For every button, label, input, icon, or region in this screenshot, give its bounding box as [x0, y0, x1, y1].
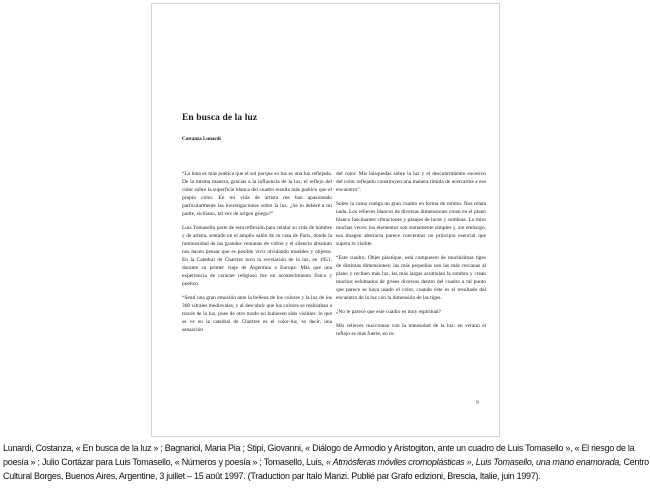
paragraph: Mis relieves reaccionan con la intensidad de la luz: en verano el reflejo es más fuerte, en in- — [336, 322, 486, 337]
citation-text: Lunardi, Costanza, « En busca de la luz » ; Bagnariol, Maria Pia ; Stipi, Giovanni, « Diálogo de Armodio y Aristogiton, ante un cuadro de Luis Tomasello », « El riesgo de la poesía » ; Julio Cortázar para Luis Tomasello, « Números y poesía » ; Tomasello, Luis, — [3, 443, 635, 468]
paragraph: Luis Tomasello parte de esta reflexión para relatar su vida de hombre y de artista, sentado en el amplio salón de su casa de Paris, donde la luminosidad de las grandes ventanas de vidrio y el silencio absoluto nos hacen pensar que es posible vivir olvidando muebles y objetos. En la Catedral de Chartres tuvo la revelación de la luz, en 1951, durante su primer viaje de Argentina a Europa. Más que una experiencia de carácter religioso fue un acontecimiento físico y poético. — [182, 224, 332, 288]
left-column — [182, 170, 332, 340]
paragraph: del color. Mis búsquedas sobre la luz y el descubrimiento sucesivo del color reflejado constituyen una manera tímida de acercarme a ese encuentro”. — [336, 171, 486, 194]
citation-caption — [3, 441, 649, 484]
paragraph: Sobre la cama cuelga un gran cuadro en forma de rombo. Nos relata nada. Los relieves blancos de diversas dimensiones crean en el plano blanco fascinantes vibraciones y pasajes de luces y sombras. Lo miro muchas veces: los elementos son sumamente simples y, sin embargo, esa imagen abstracta parece concentrar un principio esencial que supera lo visible. — [336, 200, 486, 248]
article-title: En busca de la luz — [182, 113, 258, 123]
paragraph: “Sentí una gran emoción ante la belleza de los colores y la luz de los 360 vitrales medievales, y al descubrir que los colores se realizaban a través de la luz, pues de otro modo no hubiesen sido visibles: lo que se ve en la catedral de Chartres es el color-luz, es decir, una sensación — [182, 295, 332, 334]
article-author: Costanza Lunardi — [182, 137, 221, 142]
citation-publication: Centro Cultural Borges, Buenos Aires, Argentine, 3 juillet – 15 août 1997. (Traduction par Italo Manzi. Publié par Grafo edizioni, Brescia, Italie, juin 1997). — [3, 457, 649, 482]
citation-italic-title: « Atmósferas móviles cromoplásticas », Luis Tomasello, una mano enamorada, — [325, 457, 622, 468]
right-column — [336, 170, 486, 343]
scanned-page — [151, 3, 500, 437]
paragraph: ¿No le parece que este cuadro es muy espiritual? — [336, 308, 442, 315]
paragraph: “Este cuadro, Objet plastique, está compuesto de muchísimas tiges de distintas dimensiones: las más pequeñas son las más cercanas al plano y reciben más luz, las más largas acumulan la sombra y crean muchos esfumados de grises diversos dentro del cuadro a tal punto que parece se haya usado el color, cuando éste es el resultado del encuentro de la luz con la dimensión de las tiges. — [336, 254, 486, 302]
page-number: 9 — [476, 400, 479, 406]
paragraph: “La luna es más poética que el sol porque su luz es una luz reflejada. De la misma manera, gracias a la influencia de la luz, el reflejo del color sobre la superficie blanca del cuadro resulta más poético que el propio color. En mi vida de artista me han apasionado particularmente las investigaciones sobre la luz. ¿Se lo deberé a mi padre, siciliano, tal vez de origen griego?” — [182, 171, 332, 218]
